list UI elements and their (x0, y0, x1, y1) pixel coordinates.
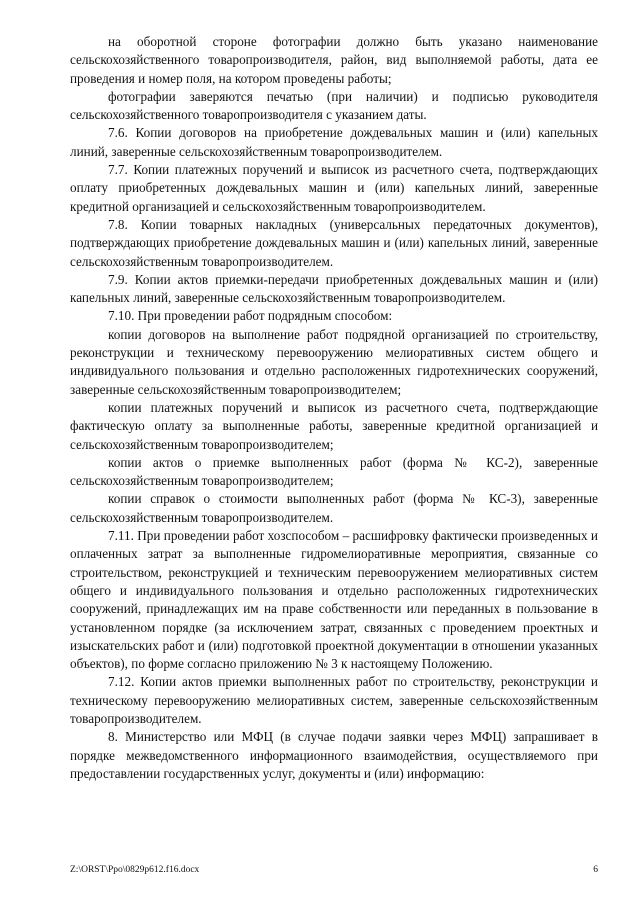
paragraph-payment-copies: копии платежных поручений и выписок из расчетного счета, подтверждающие фактическую оплату за выполненные работы, заверенные кредитной организацией и сельскохозяйственным товаропроизводителем; (70, 399, 598, 452)
page-footer (70, 864, 598, 876)
paragraph-7-8: 7.8. Копии товарных накладных (универсальных передаточных документов), подтверждающих приобретение дождевальных машин и (или) капельных линий, заверенные сельскохозяйственным товаропроизводителем. (70, 216, 598, 269)
paragraph-7-10: 7.10. При проведении работ подрядным способом: (108, 308, 393, 324)
paragraph-ks2-copies: копии актов о приемке выполненных работ (форма № КС-2), заверенные сельскохозяйственным товаропроизводителем; (70, 454, 598, 489)
paragraph-8: 8. Министерство или МФЦ (в случае подачи заявки через МФЦ) запрашивает в порядке межведомственного информационного взаимодействия, осуществляемого при предоставлении государственных услуг, документы и (или) информацию: (70, 729, 598, 781)
footer-page-number: 6 (593, 865, 598, 875)
paragraph-contract-copies: копии договоров на выполнение работ подрядной организацией по строительству, реконструкции и техническому перевооружению мелиоративных систем общего и индивидуального пользования и отдельно расположенных гидротехнических сооружений, заверенные сельскохозяйственным товаропроизводителем; (70, 326, 598, 397)
paragraph-photo-certification: фотографии заверяются печатью (при наличии) и подписью руководителя сельскохозяйственного товаропроизводителя с указанием даты. (70, 88, 598, 123)
paragraph-7-9: 7.9. Копии актов приемки-передачи приобретенных дождевальных машин и (или) капельных линий, заверенные сельскохозяйственным товаропроизводителем. (70, 271, 598, 306)
footer-file-path: Z:\ORST\Ppo\0829p612.f16.docx (70, 865, 200, 875)
paragraph-7-6: 7.6. Копии договоров на приобретение дождевальных машин и (или) капельных линий, заверенные сельскохозяйственным товаропроизводителем. (70, 125, 598, 159)
paragraph-ks3-copies: копии справок о стоимости выполненных работ (форма № КС-3), заверенные сельскохозяйственным товаропроизводителем. (70, 491, 598, 525)
paragraph-photo-reverse-side: на оборотной стороне фотографии должно быть указано наименование сельскохозяйственного товаропроизводителя, район, вид выполняемой работы, дата ее проведения и номер поля, на котором проведены работы; (70, 34, 598, 86)
paragraph-7-7: 7.7. Копии платежных поручений и выписок из расчетного счета, подтверждающих оплату приобретенных дождевальных машин и (или) капельных линий, заверенные кредитной организацией и сельскохозяйственным товаропроизводителем. (70, 162, 598, 214)
paragraph-7-12: 7.12. Копии актов приемки выполненных работ по строительству, реконструкции и техническому перевооружению мелиоративных систем, заверенные сельскохозяйственным товаропроизводителем. (70, 674, 598, 726)
paragraph-7-11: 7.11. При проведении работ хозспособом – расшифровку фактически произведенных и оплаченных затрат за выполненные гидромелиоративные мероприятия, связанные со строительством, реконструкцией и техническим перевооружением мелиоративных систем общего и индивидуального пользования и отдельно расположенных гидротехнических сооружений, принадлежащих им на праве собственности или переданных в пользование в установленном порядке (за исключением затрат, связанных с проведением проектных и изыскательских работ и (или) подготовкой проектной документации в отношении указанных объектов), по форме согласно приложению № 3 к настоящему Положению. (70, 528, 598, 672)
document-body (70, 33, 598, 783)
